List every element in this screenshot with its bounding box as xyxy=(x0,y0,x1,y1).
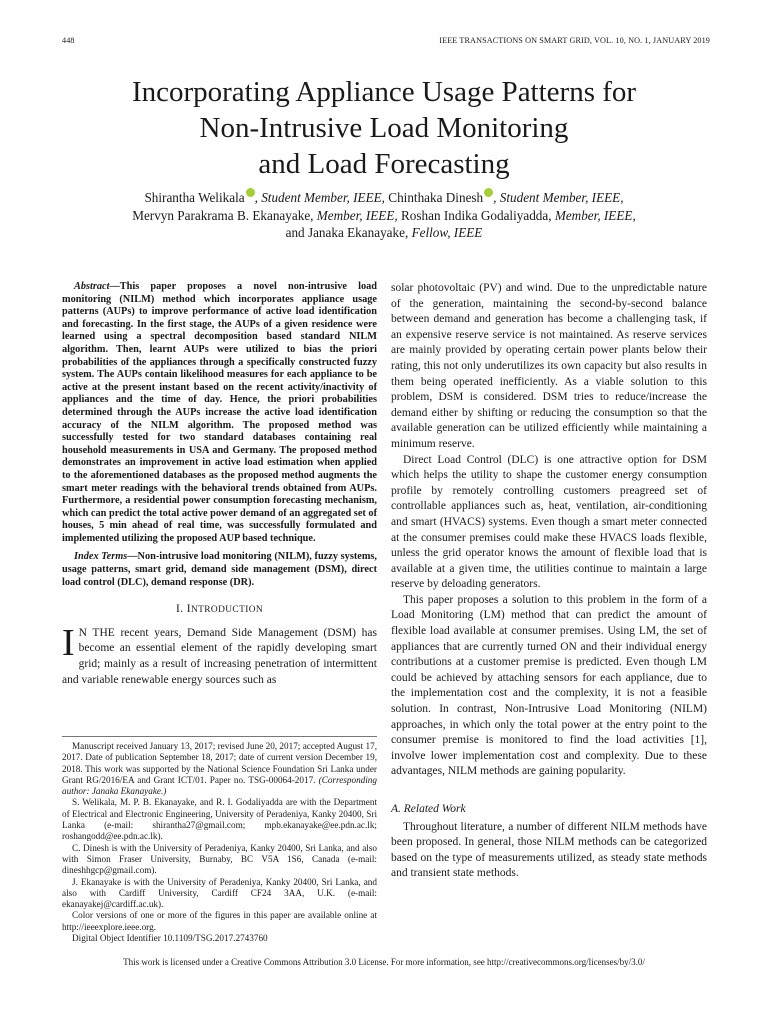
page-number: 448 xyxy=(62,36,75,45)
body-paragraph: solar photovoltaic (PV) and wind. Due to the unpredictable nature of the generation, maintaining the second-by-second balance between demand and generation has become a challenging task, if an expensive reserve service is not maintained. As reserve services are mainly provided by operating certain power plants below their rating, this not only underutilizes its own capacity but also results in them being operated inefficiently. As a viable solution to this problem, DSM is considered. DSM tries to reduce/increase the demand either by shifting or reducing the consumption so that the available generation can be utilized efficiently while maintaining a minimum reserve. xyxy=(391,282,707,450)
author-list xyxy=(0,188,768,242)
author-godaliyadda: Roshan Indika Godaliyadda, xyxy=(397,207,555,223)
footnote-affiliation-3: J. Ekanayake is with the University of Peradeniya, Kanky 20400, Sri Lanka, and also with Cardiff University, Cardiff CF24 3AA, U.K. (e-mail: ekanayakej@cardiff.ac.uk). xyxy=(62,876,377,910)
corresponding-author: (Corresponding author: Janaka Ekanayake.) xyxy=(62,774,377,797)
section-heading-introduction xyxy=(62,602,377,619)
author-line-3 xyxy=(0,224,768,242)
paper-title xyxy=(0,74,768,182)
title-line-1: Incorporating Appliance Usage Patterns for xyxy=(131,76,637,108)
intro-paragraph xyxy=(62,621,378,688)
body-paragraph: Direct Load Control (DLC) is one attractive option for DSM which helps the utility to shape the customer energy consumption profile by remotely controlling customers preagreed set of controllable appliances such as, heat, ventilation, air-conditioning and smart (HVACS) systems. Even though a smart meter connected at the consumer premises could make these HVACS loads flexible, unless the grid operator knows the amount of flexible load that is available at a given time, the utilities continue to maintain a large reserve by deloading generators. xyxy=(391,453,707,591)
footnote-affiliation-2: C. Dinesh is with the University of Peradeniya, Kanky 20400, Sri Lanka, and also with Simon Fraser University, Burnaby, BC V5A 1S6, Canada (e-mail: dineshhgcp@gmail.com). xyxy=(62,842,377,876)
index-terms-text: —Non-intrusive load monitoring (NILM), fuzzy systems, usage patterns, smart grid, demand side management (DSM), direct load control (DLC), demand response (DR). xyxy=(62,551,377,588)
author-role: Member, IEEE, xyxy=(554,207,636,223)
author-line-2 xyxy=(0,207,768,225)
journal-header: IEEE TRANSACTIONS ON SMART GRID, VOL. 10, NO. 1, JANUARY 2019 xyxy=(439,36,710,45)
body-paragraph: Throughout literature, a number of different NILM methods have been proposed. In general, those NILM methods can be categorized based on the type of measurements utilized, as steady state methods and transient state methods. xyxy=(391,820,707,880)
subsection-heading: A. Related Work xyxy=(391,803,466,815)
author-welikala: Shirantha Welikala xyxy=(144,190,245,205)
drop-cap: I xyxy=(62,621,75,664)
abstract xyxy=(62,281,377,545)
footnote-color: Color versions of one or more of the figures in this paper are available online at http://ieeexplore.ieee.org. xyxy=(62,910,377,932)
body-paragraph: This paper proposes a solution to this problem in the form of a Load Monitoring (LM) method that can predict the amount of flexible load available at consumer premises. Using LM, the set of appliances that are currently turned ON and their individual energy contributions at a customer premise is predicted. Even though LM could be achieved by attaching sensors for each appliance, due to the implementation cost and the complexity, it is not a feasible solution. In contrast, Non-Intrusive Load Monitoring (NILM) approaches, in which only the total power at the entry point to the consumer premise is monitored to find the load activities [1], involve lower implementation cost and complexity. Due to these advantages, NILM methods are gaining popularity. xyxy=(391,593,707,778)
author-role: , Student Member, IEEE, xyxy=(493,190,624,205)
index-terms xyxy=(62,551,377,589)
abstract-text: —This paper proposes a novel non-intrusive load monitoring (NILM) method which incorporates appliance usage patterns (AUPs) to improve performance of active load identification and forecasting. In the first stage, the AUPs of a given residence were learned using a spectral decomposition based standard NILM algorithm. Then, learnt AUPs were utilized to bias the priori probabilities of the appliances through a specifically constructed fuzzy system. The AUPs contain likelihood measures for each appliance to be active at the present instant based on the recent activity/inactivity of appliances and the time of day. Hence, the priori probabilities determined through the AUPs increase the active load identification accuracy of the NILM algorithm. The proposed method was successfully tested for two standard databases containing real household measurements in USA and Germany. The proposed method demonstrates an improvement in active load estimation when applied to the aforementioned databases as the proposed method augments the smart meter readings with the behavioral trends obtained from AUPs. Furthermore, a residential power consumption forecasting mechanism, which can predict the total active power demand of an aggregated set of houses, 5 min ahead of real time, was successfully formulated and implemented utilizing the proposed AUP based technique. xyxy=(62,281,377,544)
right-column xyxy=(391,281,707,882)
author-ekanayake-mpb: Mervyn Parakrama B. Ekanayake, xyxy=(132,207,317,223)
author-role: Fellow, IEEE xyxy=(411,225,483,240)
title-line-3: and Load Forecasting xyxy=(258,148,510,180)
footnote-affiliation-1: S. Welikala, M. P. B. Ekanayake, and R. I. Godaliyadda are with the Department of Electrical and Electronic Engineering, University of Peradeniya, Kanky 20400, Sri Lanka (e-mail: shirantha27@gmail.com; mpb.ekanayake@ee.pdn.ac.lk; roshangodd@ee.pdn.ac.lk). xyxy=(62,797,377,842)
footnote-manuscript xyxy=(62,741,377,797)
footnotes xyxy=(62,736,377,944)
orcid-icon[interactable] xyxy=(484,188,493,197)
index-terms-label: Index Terms xyxy=(74,551,128,563)
author-role: Member, IEEE, xyxy=(316,207,398,223)
footnote-doi: Digital Object Identifier 10.1109/TSG.2017.2743760 xyxy=(72,933,268,944)
intro-text: recent years, Demand Side Management (DSM) has become an essential element of the rapidly developing smart grid; mainly as a result of increasing penetration of intermittent and variable renewable energy sources such as xyxy=(62,626,378,686)
abstract-label: Abstract xyxy=(74,281,110,292)
orcid-icon[interactable] xyxy=(246,188,255,197)
section-title-rest: NTRODUCTION xyxy=(190,605,264,616)
left-column xyxy=(62,281,377,688)
author-dinesh: Chinthaka Dinesh xyxy=(384,190,484,205)
footnote-text: Manuscript received January 13, 2017; revised June 20, 2017; accepted August 17, 2017. Date of publication September 18, 2017; date of current version December 19, 2018. This work was supported by the National Science Foundation Sri Lanka under Grant RG/2016/EA and Grant ICT/01. Paper no. TSG-00064-2017. xyxy=(62,741,377,785)
intro-lead: N THE xyxy=(78,626,115,639)
section-title-initial: I xyxy=(186,603,191,616)
section-numeral: I. xyxy=(175,603,187,616)
author-role: , Student Member, IEEE, xyxy=(254,190,385,205)
title-line-2: Non-Intrusive Load Monitoring xyxy=(199,112,569,144)
author-line-1 xyxy=(0,188,768,207)
author-ekanayake-j: and Janaka Ekanayake, xyxy=(285,225,412,240)
license-notice: This work is licensed under a Creative Commons Attribution 3.0 License. For more information, see http://creativecommons.org/licenses/by/3.0/ xyxy=(123,957,645,967)
